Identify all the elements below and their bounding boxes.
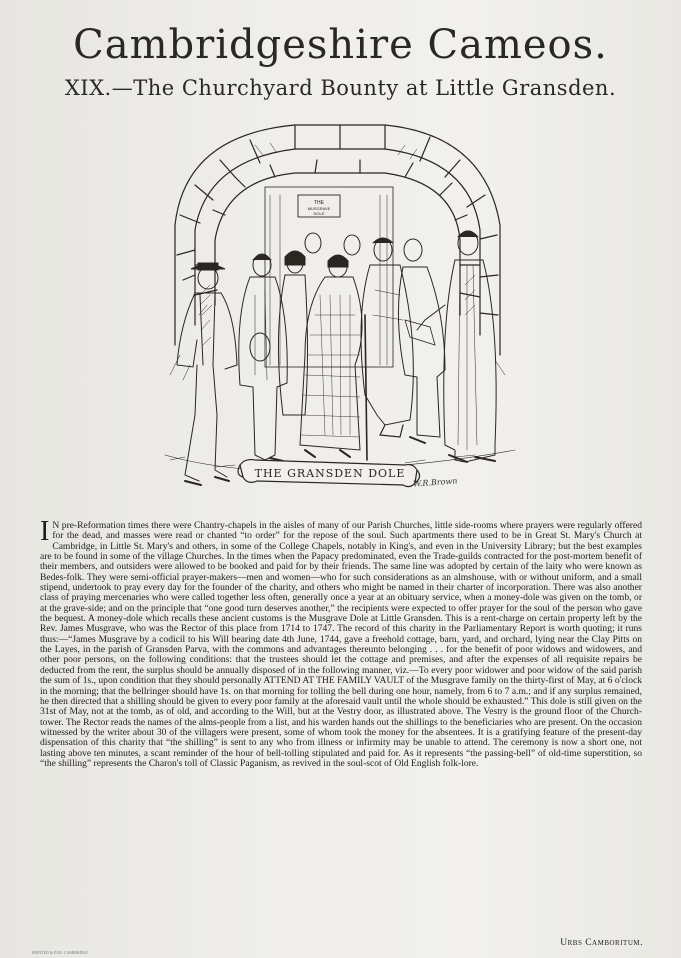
article-paragraph (40, 516, 642, 769)
author-signoff: Urbs Camboritum. (560, 938, 643, 948)
figure-middle-men (305, 233, 445, 443)
dropcap: I (40, 516, 50, 547)
gransden-dole-illustration (155, 115, 525, 505)
article-body (40, 516, 642, 769)
figure-rector (405, 231, 496, 462)
page-subtitle: XIX.—The Churchyard Bounty at Little Gransden. (64, 76, 617, 100)
page-title: Cambridgeshire Cameos. (73, 22, 608, 68)
artist-signature: W.R.Brown (412, 476, 458, 489)
article-text: N pre-Reformation times there were Chantry-chapels in the aisles of many of our Parish Churches, little side-rooms where prayers were regularly offered for the dead, and masses were read or chanted “to order” for the repose of the soul. Such apartments there used to be in Great St. Mary's Church at Cambridge, in Little St. Mary's and others, in some of the College Chapels, notably in King's, and even in the University Library; but the best examples are to be found in some of the village Churches. In the times when the Papacy predominated, even the Trade-guilds contracted for the post-mortem benefit of their members, and outsiders were allowed to be booked and paid for by their friends. The same line was adopted by certain of the laity who were known as Bedes-folk. They were semi-official prayer-makers—men and women—who for such considerations as an almshouse, with or without uniform, and a small stipend, undertook to pray every day for the founder of the charity, and others who might be named in their charter of incorporation. There was also another class of praying mercenaries who were called together less often, generally once a year at an obituary service, when a money-dole was given on the tomb, or at the grave-side; and on the principle that “one good turn deserves another,” the recipients were expected to offer prayer for the soul of the person who gave the bequest. A money-dole which recalls these ancient customs is the Musgrave Dole at Little Gransden. This is a rent-charge on certain property left by the Rev. James Musgrave, who was the Rector of this place from 1714 to 1747. The record of this charity in the Parliamentary Report is worth quoting; it runs thus:—“James Musgrave by a codicil to his Will bearing date 4th June, 1744, gave a freehold cottage, barn, yard, and orchard, lying near the Clay Pitts on the Layes, in the parish of Gransden Parva, with the commons and advantages thereunto belonging . . . for the benefit of poor widows and widowers, and other poor persons, on the following conditions: that the trustees should let the cottage and premises, and after the expenses of all requisite repairs be deducted from the rent, the surplus should be annually disposed of in the following manner, viz.—To every poor widower and poor widow of the said parish the sum of 1s., upon condition that they should personally ATTEND AT THE FAMILY VAULT of the Musgrave family on the thirty-first of May, at 6 o'clock in the morning; that the bellringer should have 1s. on that morning for tolling the bell during one hour, namely, from 6 to 7 a.m.; and if any surplus remained, he then directed that a shilling should be given to every poor family at the aforesaid vault until the whole should be exhausted.” This dole is still given on the 31st of May, not at the tomb, as of old, and according to the Will, but at the Vestry door, as illustrated above. The Vestry is the ground floor of the Church-tower. The Rector reads the names of the alms-people from a list, and his warden hands out the shillings to the beneficiaries who are present. On the occasion witnessed by the writer about 30 of the villagers were present, some of whom took the money for the absentees. It is a gratifying feature of the present-day dispensation of this charity that “the shilling” is sent to any who from illness or infirmity may be unable to attend. The ceremony is now a short one, not lasting above ten minutes, a scant reminder of the hour of bell-tolling stipulated and paid for. As it represents “the passing-bell” of old-time superstition, so “the shilling” represents the Charon's toll of Classic Paganism, as revived in the soul-scot of Old English folk-lore. (40, 520, 642, 769)
printer-line: PRINTED & PUB. CAMBRIDGE (32, 950, 88, 955)
svg-text:MUSGRAVE: MUSGRAVE (307, 206, 331, 211)
svg-text:DOLE: DOLE (313, 211, 325, 216)
stone-arch (175, 125, 500, 355)
banner-caption: THE GRANSDEN DOLE (254, 467, 406, 480)
svg-text:THE: THE (314, 200, 324, 206)
figure-women-group (278, 251, 367, 460)
